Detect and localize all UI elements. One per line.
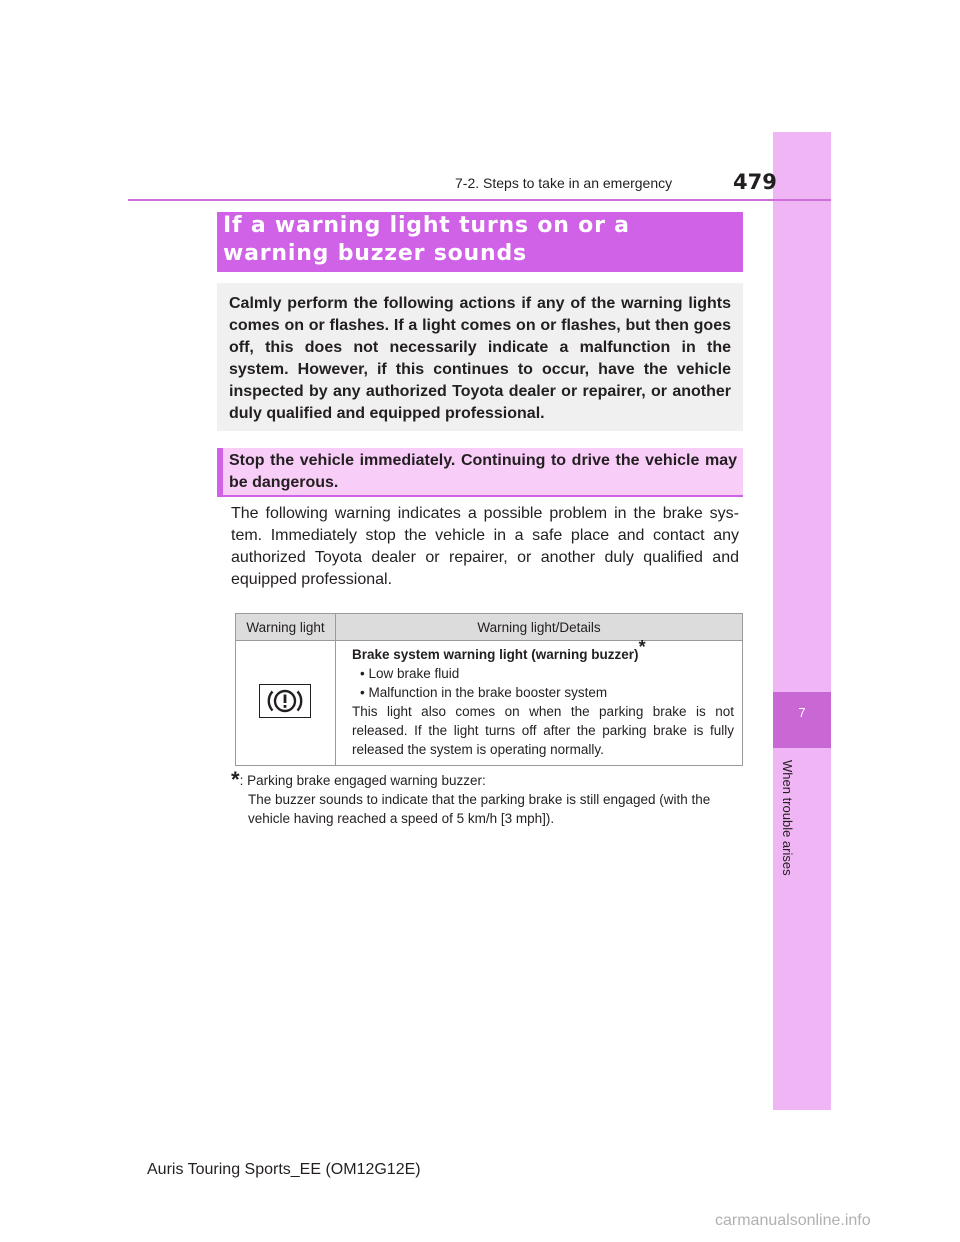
footnote-lead-text: : Parking brake engaged warning buzzer: [239, 773, 486, 788]
list-item: • Malfunction in the brake booster system [360, 685, 608, 700]
table-header-row [236, 614, 743, 641]
footer-manual-id: Auris Touring Sports_EE (OM12G12E) [147, 1161, 421, 1178]
footnote-lead [231, 767, 741, 792]
caution-box [217, 448, 743, 496]
footnote-mark: * [638, 637, 646, 657]
watermark: carmanualsonline.info [715, 1212, 871, 1229]
table-header-details: Warning light/Details [336, 614, 743, 641]
table-row [236, 641, 743, 766]
page-number: 479 [733, 170, 777, 194]
brake-warning-icon [259, 684, 311, 718]
caution-rule [217, 495, 743, 497]
chapter-number: 7 [798, 705, 806, 720]
page-title: If a warning light turns on or a warning buzzer sounds [223, 213, 630, 266]
detail-cell [336, 637, 743, 766]
intro-box [217, 283, 743, 431]
table-header-warning-light: Warning light [236, 614, 336, 641]
title-bar [217, 212, 743, 272]
header-rule [128, 199, 831, 201]
warning-table [235, 613, 743, 766]
chapter-title: When trouble arises [780, 760, 795, 876]
footnote [231, 767, 741, 828]
detail-heading-text: Brake system warning light (warning buzzer) [352, 647, 639, 662]
detail-heading [352, 637, 734, 664]
caution-text: Stop the vehicle immediately. Continuing to drive the vehicle may be dangerous. [229, 452, 737, 491]
list-item: • Low brake fluid [360, 666, 460, 681]
footnote-text: The buzzer sounds to indicate that the parking brake is still engaged (with the vehicle having reached a speed of 5 km/h [3 mph]). [248, 792, 711, 826]
body-paragraph: The following warning indicates a possible problem in the brake sys-tem. Immediately stop the vehicle in a safe place and contact any authorized Toyota dealer or repairer, or another duly qualified and equipped professional. [231, 505, 739, 588]
footnote-star: * [231, 767, 240, 792]
section-reference: 7-2. Steps to take in an emergency [455, 175, 673, 191]
side-tab [773, 132, 831, 1110]
detail-text: This light also comes on when the parking brake is not released. If the light turns off after the parking brake is fully released the system is operating normally. [352, 704, 734, 757]
icon-cell [236, 641, 336, 766]
chapter-box [773, 692, 831, 748]
intro-text: Calmly perform the following actions if any of the warning lights comes on or flashes. If a light comes on or flashes, but then goes off, this does not necessarily indicate a malfunction in the system. However, if this continues to occur, have the vehicle inspected by any authorized Toyota dealer or repairer, or another duly qualified and equipped professional. [229, 295, 731, 422]
